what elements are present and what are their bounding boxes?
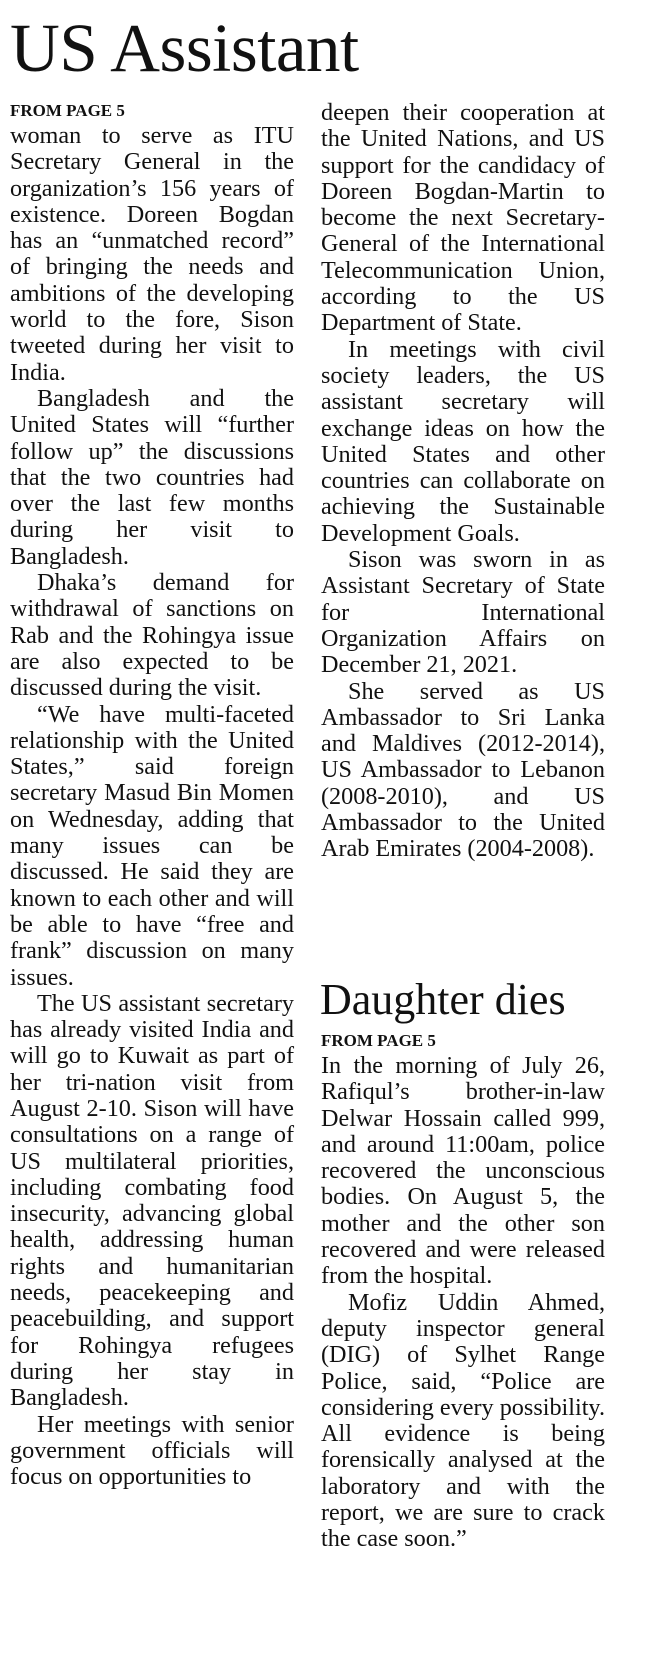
paragraph: The US assistant secretary has already visited India and will go to Kuwait as part of her tri-nation visit from August 2-10. Sison will have consultations on a range of US multilateral priorities, including combating food insecurity, advancing global health, addressing human rights and humanitarian needs, peacekeeping and peacebuilding, and support for Rohingya refugees during her stay in Bangladesh. <box>10 989 294 1412</box>
article-column-2 <box>321 100 605 863</box>
article-column-1 <box>10 123 294 1490</box>
kicker-from-page-5: FROM PAGE 5 <box>10 101 125 120</box>
paragraph: Sison was sworn in as Assistant Secretary of State for International Organization Affairs on December 21, 2021. <box>321 546 605 679</box>
paragraph: “We have multi-faceted relationship with the United States,” said foreign secretary Masud Bin Momen on Wednesday, adding that many issues can be discussed. He said they are known to each other and will be able to have “free and frank” discussion on many issues. <box>10 700 294 991</box>
paragraph: Dhaka’s demand for withdrawal of sanctions on Rab and the Rohingya issue are also expected to be discussed during the visit. <box>10 569 294 702</box>
paragraph: deepen their cooperation at the United Nations, and US support for the candidacy of Doreen Bogdan-Martin to become the next Secretary-General of the International Telecommunication Union, according to the US Department of State. <box>321 99 605 337</box>
paragraph: In the morning of July 26, Rafiqul’s brother-in-law Delwar Hossain called 999, and around 11:00am, police recovered the unconscious bodies. On August 5, the mother and the other son recovered and were released from the hospital. <box>321 1052 605 1290</box>
headline-daughter-dies: Daughter dies <box>320 975 566 1024</box>
paragraph: Bangladesh and the United States will “further follow up” the discussions that the two countries had over the last few months during her visit to Bangladesh. <box>10 384 294 570</box>
paragraph: In meetings with civil society leaders, the US assistant secretary will exchange ideas on how the United States and other countries can collaborate on achieving the Sustainable Development Goals. <box>321 335 605 547</box>
article-column-3 <box>321 1053 605 1553</box>
paragraph: She served as US Ambassador to Sri Lanka and Maldives (2012-2014), US Ambassador to Lebanon (2008-2010), and US Ambassador to the United Arab Emirates (2004-2008). <box>321 677 605 863</box>
paragraph: Mofiz Uddin Ahmed, deputy inspector general (DIG) of Sylhet Range Police, said, “Police are considering every possibility. All evidence is being forensically analysed at the laboratory and with the report, we are sure to crack the case soon.” <box>321 1288 605 1553</box>
paragraph: Her meetings with senior government officials will focus on opportunities to <box>10 1410 294 1491</box>
kicker-from-page-5-second: FROM PAGE 5 <box>321 1031 436 1050</box>
paragraph: woman to serve as ITU Secretary General in the organization’s 156 years of existence. Doreen Bogdan has an “unmatched record” of bringing the needs and ambitions of the developing world to the fore, Sison tweeted during her visit to India. <box>10 122 294 386</box>
headline-us-assistant: US Assistant <box>10 10 359 86</box>
